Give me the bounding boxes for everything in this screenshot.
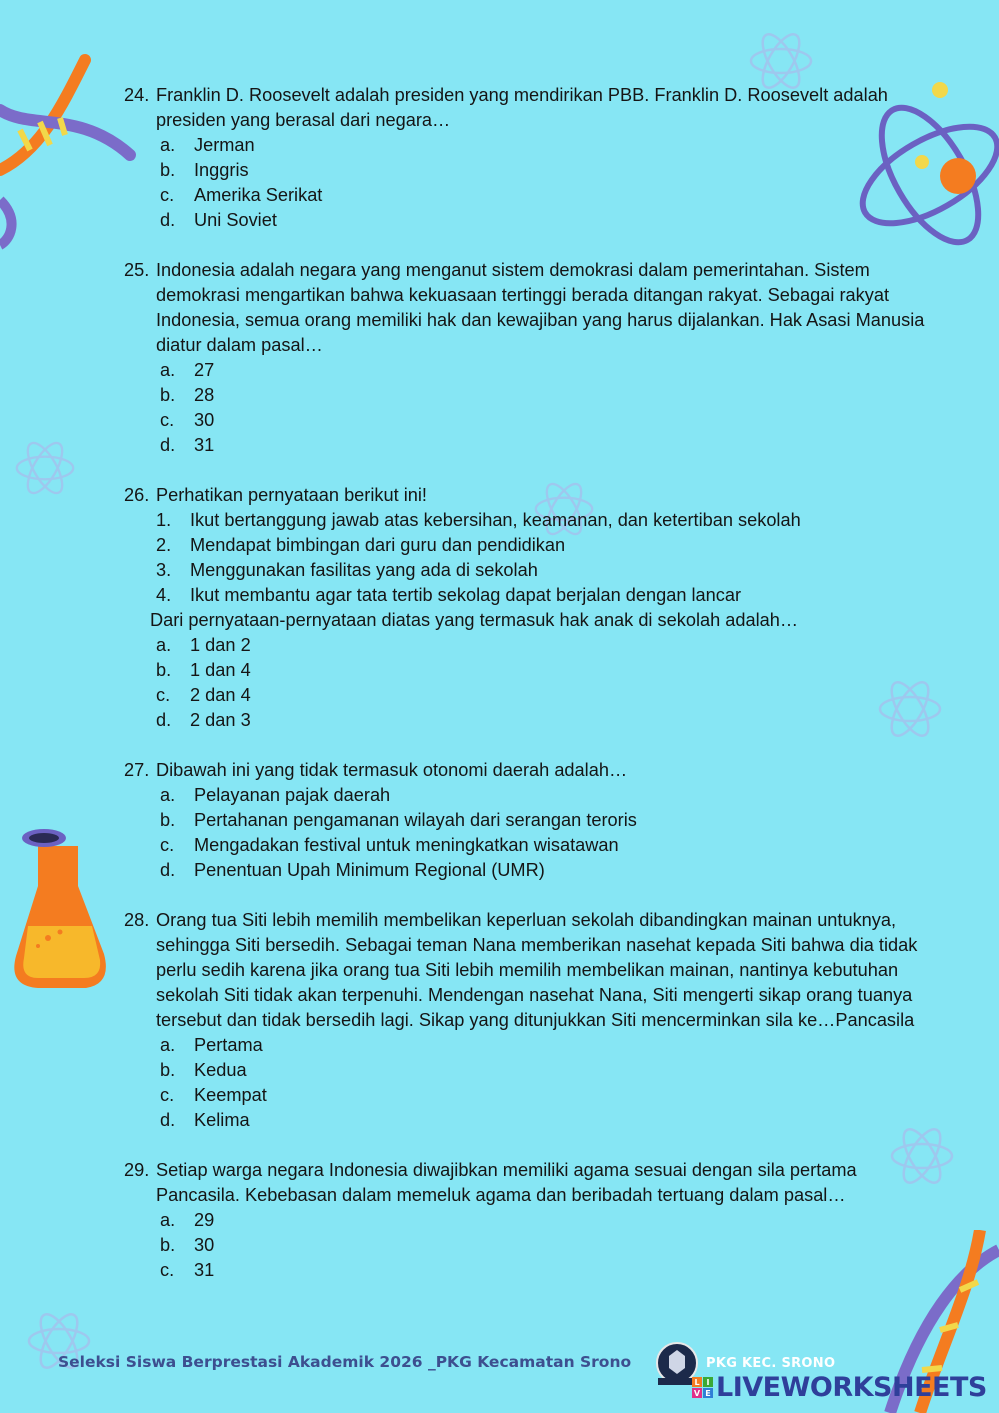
option-c[interactable]: c. 30 [160,410,215,430]
question-27 [124,758,934,883]
question-stem: Setiap warga negara Indonesia diwajibkan memiliki agama sesuai dengan sila pertama Pancasila. Kebebasan dalam memeluk agama dan beribadah tertuang dalam pasal… [156,1160,857,1205]
option-a[interactable]: a. Pelayanan pajak daerah [160,785,391,805]
question-stem: Dibawah ini yang tidak termasuk otonomi daerah adalah… [156,760,628,780]
question-prompt: Dari pernyataan-pernyataan diatas yang termasuk hak anak di sekolah adalah… [150,610,799,630]
question-28 [124,908,934,1133]
option-c[interactable]: c. Mengadakan festival untuk meningkatkan wisatawan [160,835,619,855]
option-b[interactable]: b. 28 [160,385,215,405]
statement-item: 1. Ikut bertanggung jawab atas kebersihan, keamanan, dan ketertiban sekolah [156,510,801,530]
flask-decoration [8,826,110,994]
statement-item: 4. Ikut membantu agar tata tertib sekolag dapat berjalan dengan lancar [156,585,742,605]
question-list [124,83,934,1308]
question-number: 28. [124,910,150,930]
option-d[interactable]: d. 31 [160,435,215,455]
option-c[interactable]: c. Keempat [160,1085,267,1105]
option-c[interactable]: c. 2 dan 4 [156,685,251,705]
dna-helix-decoration [0,50,140,250]
option-a[interactable]: a. 29 [160,1210,215,1230]
option-c[interactable]: c. 31 [160,1260,215,1280]
liveworksheets-brand: LIVEWORKSHEETS [716,1372,987,1403]
question-stem: Indonesia adalah negara yang menganut sistem demokrasi dalam pemerintahan. Sistem demokrasi mengartikan bahwa kekuasaan tertinggi berada ditangan rakyat. Sebagai rakyat Indonesia, semua orang memiliki hak dan kewajiban yang harus dijalankan. Hak Asasi Manusia diatur dalam pasal… [156,260,925,355]
footer-text: Seleksi Siswa Berprestasi Akademik 2026 _PKG Kecamatan Srono [58,1353,632,1371]
question-26 [124,483,934,733]
question-29 [124,1158,934,1283]
question-stem: Franklin D. Roosevelt adalah presiden yang mendirikan PBB. Franklin D. Roosevelt adalah presiden yang berasal dari negara… [156,85,888,130]
option-d[interactable]: d. Uni Soviet [160,210,277,230]
option-d[interactable]: d. Kelima [160,1110,250,1130]
question-stem: Perhatikan pernyataan berikut ini! [156,485,427,505]
atom-outline-icon [14,437,76,499]
option-b[interactable]: b. 30 [160,1235,215,1255]
question-number: 29. [124,1160,150,1180]
liveworksheets-badge-icon: L I V E [692,1377,713,1398]
statement-item: 3. Menggunakan fasilitas yang ada di sekolah [156,560,538,580]
option-b[interactable]: b. Inggris [160,160,249,180]
option-b[interactable]: b. 1 dan 4 [156,660,251,680]
option-b[interactable]: b. Kedua [160,1060,247,1080]
question-number: 24. [124,85,150,105]
liveworksheets-logo[interactable] [692,1372,987,1403]
option-d[interactable]: d. 2 dan 3 [156,710,251,730]
option-a[interactable]: a. Pertama [160,1035,263,1055]
question-25 [124,258,934,458]
option-c[interactable]: c. Amerika Serikat [160,185,323,205]
option-a[interactable]: a. 27 [160,360,215,380]
option-a[interactable]: a. 1 dan 2 [156,635,251,655]
question-number: 26. [124,485,150,505]
pkg-label: PKG KEC. SRONO [706,1356,836,1371]
question-number: 27. [124,760,150,780]
question-stem: Orang tua Siti lebih memilih membelikan keperluan sekolah dibandingkan mainan untuknya, sehingga Siti bersedih. Sebagai teman Nana memberikan nasehat kepada Siti bahwa dia tidak perlu sedih karena jika orang tua Siti lebih memilih membelikan mainan, nantinya kebutuhan sekolah Siti tidak akan terpenuhi. Mendengan nasehat Nana, Siti mengerti sikap orang tuanya tersebut dan tidak bersedih lagi. Sikap yang ditunjukkan Siti mencerminkan sila ke…Pancasila [156,910,918,1030]
option-b[interactable]: b. Pertahanan pengamanan wilayah dari serangan teroris [160,810,637,830]
option-d[interactable]: d. Penentuan Upah Minimum Regional (UMR) [160,860,545,880]
option-a[interactable]: a. Jerman [160,135,255,155]
question-24 [124,83,934,233]
question-number: 25. [124,260,150,280]
statement-item: 2. Mendapat bimbingan dari guru dan pendidikan [156,535,566,555]
